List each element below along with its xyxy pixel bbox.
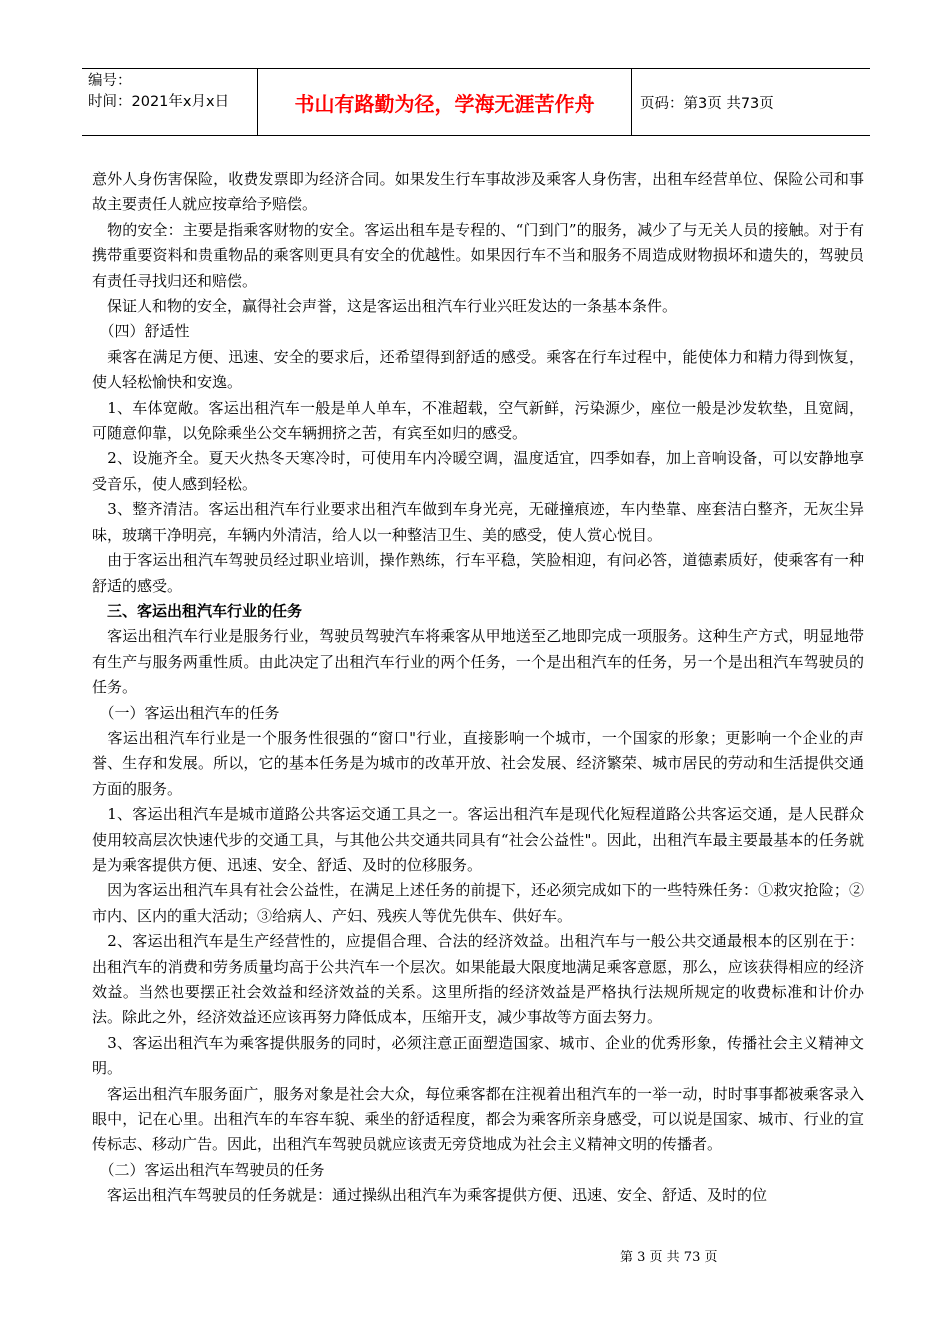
header-meta [82,69,257,135]
paragraph: 物的安全：主要是指乘客财物的安全。客运出租车是专程的、“门到门”的服务，减少了与无关人员的接触。对于有携带重要资料和贵重物品的乘客则更具有安全的优越性。如果因行车不当和服务不周造成财物损坏和遗失的，驾驶员有责任寻找归还和赔偿。 [92,220,864,290]
paragraph: 客运出租汽车驾驶员的任务就是：通过操纵出租汽车为乘客提供方便、迅速、安全、舒适、及时的位 [92,1186,768,1205]
paragraph: 2、客运出租汽车是生产经营性的，应提倡合理、合法的经济效益。出租汽车与一般公共交通最根本的区别在于：出租汽车的消费和劳务质量均高于公共汽车一个层次。如果能最大限度地满足乘客意愿，那么，应该获得相应的经济效益。当然也要摆正社会效益和经济效益的关系。这里所指的经济效益是严格执行法规所规定的收费标准和计价办法。除此之外，经济效益还应该再努力降低成本，压缩开支，减少事故等方面去努力。 [92,932,864,1027]
paragraph: 意外人身伤害保险，收费发票即为经济合同。如果发生行车事故涉及乘客人身伤害，出租车经营单位、保险公司和事故主要责任人就应按章给予赔偿。 [92,170,864,214]
paragraph: 1、车体宽敞。客运出租汽车一般是单人单车，不准超载，空气新鲜，污染源少，座位一般是沙发软垫，且宽阔，可随意仰靠，以免除乘坐公交车辆拥挤之苦，有宾至如归的感受。 [92,398,864,443]
paragraph: 2、设施齐全。夏天火热冬天寒冷时，可使用车内冷暖空调，温度适宜，四季如春，加上音响设备，可以安静地享受音乐，使人感到轻松。 [92,449,864,493]
paragraph: 3、客运出租汽车为乘客提供服务的同时，必须注意正面塑造国家、城市、企业的优秀形象，传播社会主义精神文明。 [92,1033,864,1078]
header-page-info: 页码：第3页 共73页 [640,95,774,112]
document-body [92,167,864,1209]
paragraph: 因为客运出租汽车具有社会公益性，在满足上述任务的前提下，还必须完成如下的一些特殊任务：①救灾抢险；②市内、区内的重大活动；③给病人、产妇、残疾人等优先供车、供好车。 [92,881,864,925]
paragraph: 保证人和物的安全，赢得社会声誉，这是客运出租汽车行业兴旺发达的一条基本条件。 [92,297,678,316]
section-heading: 三、客运出租汽车行业的任务 [92,601,303,620]
paragraph: 1、客运出租汽车是城市道路公共客运交通工具之一。客运出租汽车是现代化短程道路公共客运交通，是人民群众使用较高层次快速代步的交通工具，与其他公共交通共同具有“社会公益性"。因此，出租汽车最主要最基本的任务就是为乘客提供方便、迅速、安全、舒适、及时的位移服务。 [92,805,864,874]
paragraph: 客运出租汽车行业是一个服务性很强的“窗口"行业，直接影响一个城市，一个国家的形象；更影响一个企业的声誉、生存和发展。所以，它的基本任务是为城市的改革开放、社会发展、经济繁荣、城市居民的劳动和生活提供交通方面的服务。 [92,728,864,798]
number-label: 编号： [88,73,132,89]
page-footer: 第 3 页 共 73 页 [620,1250,718,1265]
paragraph: 客运出租汽车服务面广，服务对象是社会大众，每位乘客都在注视着出租汽车的一举一动，时时事事都被乘客录入眼中，记在心里。出租汽车的车容车貌、乘坐的舒适程度，都会为乘客所亲身感受，可以说是国家、城市、行业的宣传标志、移动广告。因此，出租汽车驾驶员就应该责无旁贷地成为社会主义精神文明的传播者。 [92,1084,864,1154]
paragraph: 由于客运出租汽车驾驶员经过职业培训，操作熟练，行车平稳，笑脸相迎，有问必答，道德素质好，使乘客有一种舒适的感受。 [92,551,864,595]
paragraph: 乘客在满足方便、迅速、安全的要求后，还希望得到舒适的感受。乘客在行车过程中，能使体力和精力得到恢复，使人轻松愉快和安逸。 [92,347,864,392]
subsection-heading: （一）客运出租汽车的任务 [92,703,280,722]
paragraph: 3、整齐清洁。客运出租汽车行业要求出租汽车做到车身光亮，无碰撞痕迹，车内垫靠、座套洁白整齐，无灰尘异味，玻璃干净明亮，车辆内外清洁，给人以一种整洁卫生、美的感受，使人赏心悦目。 [92,500,864,544]
paragraph: 客运出租汽车行业是服务行业，驾驶员驾驶汽车将乘客从甲地送至乙地即完成一项服务。这种生产方式，明显地带有生产与服务两重性质。由此决定了出租汽车行业的两个任务，一个是出租汽车的任务，另一个是出租汽车驾驶员的任务。 [92,627,864,697]
time-label: 时间：2021年x月x日 [88,94,230,110]
subsection-heading: （四）舒适性 [92,322,190,341]
subsection-heading: （二）客运出租汽车驾驶员的任务 [92,1160,325,1179]
page-header [82,68,870,136]
header-motto: 书山有路勤为径，学海无涯苦作舟 [257,69,632,135]
